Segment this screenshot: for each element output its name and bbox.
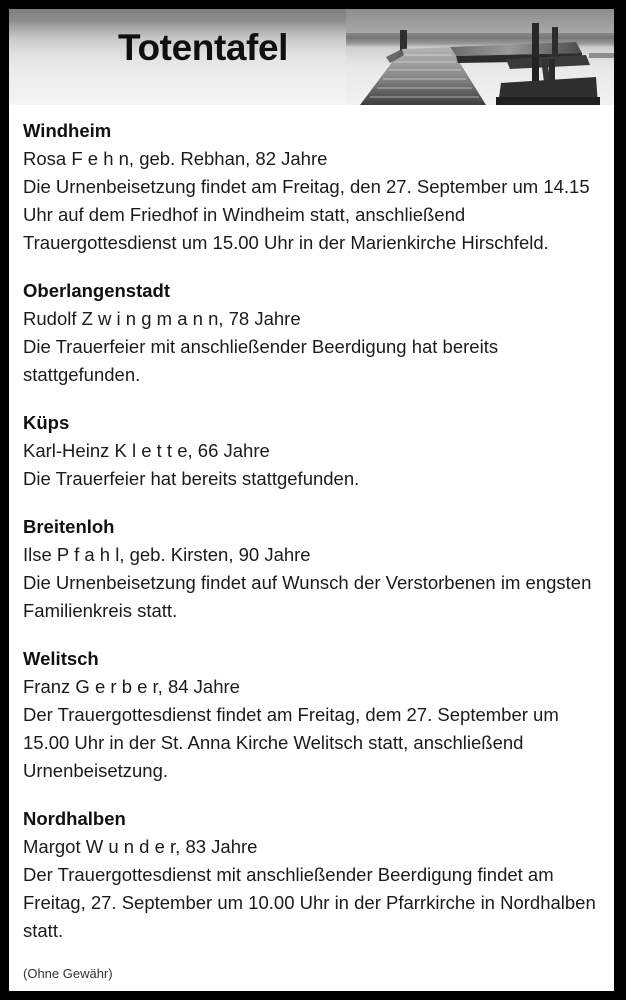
entry-place: Küps xyxy=(23,412,70,433)
entry-text: Der Trauergottesdienst findet am Freitag, dem 27. September um 15.00 Uhr in der St. Anna Kirche Welitsch statt, anschließend Urnenbeisetzung. xyxy=(23,704,559,781)
entry-person: Karl-Heinz K l e t t e, 66 Jahre xyxy=(23,440,270,461)
entry-text: Der Trauergottesdienst mit anschließender Beerdigung findet am Freitag, 27. September um 10.00 Uhr in der Pfarrkirche in Nordhalben statt. xyxy=(23,864,596,941)
entry-text: Die Trauerfeier hat bereits stattgefunden. xyxy=(23,468,360,489)
entry-text: Die Trauerfeier mit anschließender Beerdigung hat bereits stattgefunden. xyxy=(23,336,499,385)
disclaimer-note: (Ohne Gewähr) xyxy=(23,966,113,981)
obituary-entry xyxy=(23,277,600,389)
obituary-entry xyxy=(23,805,600,945)
pier-photo-graphic xyxy=(346,9,614,105)
header-banner xyxy=(9,9,614,105)
obituary-entry xyxy=(23,513,600,625)
entry-place: Windheim xyxy=(23,120,112,141)
entry-person: Rosa F e h n, geb. Rebhan, 82 Jahre xyxy=(23,148,328,169)
entry-place: Breitenloh xyxy=(23,516,115,537)
entry-person: Margot W u n d e r, 83 Jahre xyxy=(23,836,258,857)
entry-person: Rudolf Z w i n g m a n n, 78 Jahre xyxy=(23,308,301,329)
entry-person: Ilse P f a h l, geb. Kirsten, 90 Jahre xyxy=(23,544,311,565)
obituary-entry-list xyxy=(9,105,614,945)
obituary-entry xyxy=(23,117,600,257)
entry-place: Welitsch xyxy=(23,648,99,669)
entry-text: Die Urnenbeisetzung findet am Freitag, den 27. September um 14.15 Uhr auf dem Friedhof in Windheim statt, anschließend Trauergottesdienst um 15.00 Uhr in der Marienkirche Hirschfeld. xyxy=(23,176,590,253)
obituary-entry xyxy=(23,409,600,493)
entry-place: Nordhalben xyxy=(23,808,126,829)
obituary-notice-card xyxy=(9,9,614,991)
entry-person: Franz G e r b e r, 84 Jahre xyxy=(23,676,240,697)
obituary-entry xyxy=(23,645,600,785)
page-title: Totentafel xyxy=(118,27,289,68)
entry-place: Oberlangenstadt xyxy=(23,280,170,301)
entry-text: Die Urnenbeisetzung findet auf Wunsch der Verstorbenen im engsten Familienkreis statt. xyxy=(23,572,592,621)
pier-photo xyxy=(346,9,614,105)
